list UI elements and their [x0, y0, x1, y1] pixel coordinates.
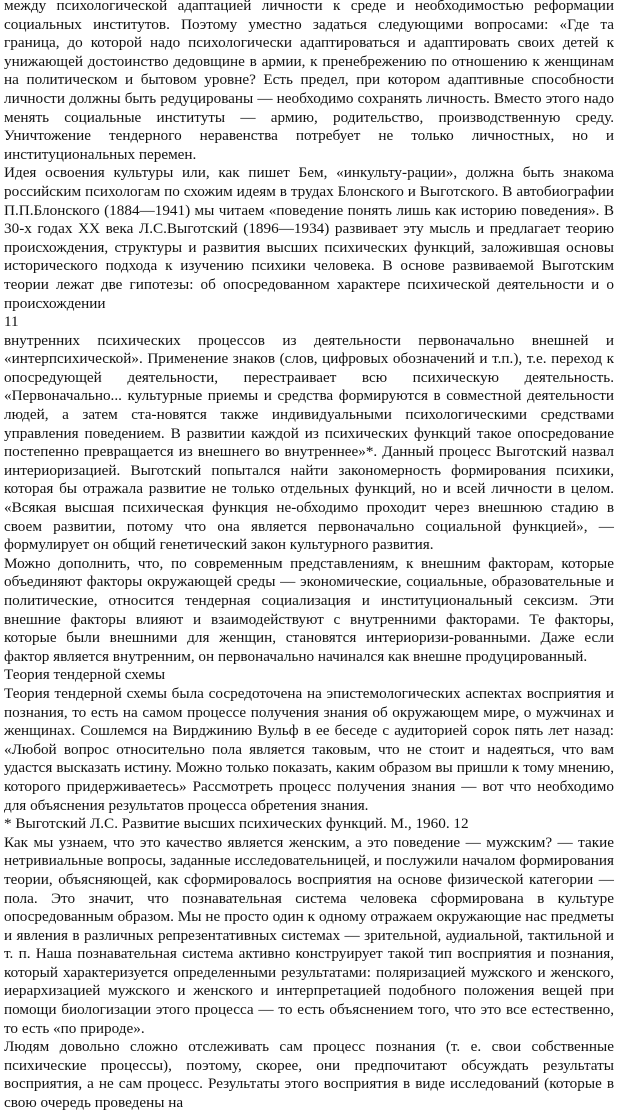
paragraph-gender-schema: Теория тендерной схемы была сосредоточена на эпистемологических аспектах восприятия и познания, то есть на самом процессе получения знания об окружающем мире, о мужчинах и женщинах. Сошлемся на Вирджинию Вульф в ее беседе с аудиторией сорок пять лет назад: «Любой вопрос относительно пола является таковым, что не стоит и надеяться, что вам удастся высказать истину. Можно только показать, каким образом вы пришли к тому мнению, которого придерживаетесь» Рассмотреть процесс получения знания — вот что необходимо для объяснения результатов процесса обретения знания.: [4, 684, 614, 814]
footnote: * Выготский Л.С. Развитие высших психических функций. М., 1960. 12: [4, 815, 469, 833]
paragraph-cognition-process: Людям довольно сложно отслеживать сам процесс познания (т. е. свои собственные психические процессы), поэтому, скорее, они предпочитают обсуждать результаты восприятия, а не сам процесс. Результаты этого восприятия в виде исследований (которые в свою очередь проведены на: [4, 1038, 614, 1112]
paragraph-inculturation: Идея освоения культуры или, как пишет Бем, «инкульту-рации», должна быть знакома российским психологам по схожим идеям в трудах Блонского и Выготского. В автобиографии П.П.Блонского (1884—1941) мы читаем «поведение понять лишь как историю поведения». В 30-х годах XX века Л.С.Выготский (1896—1934) развивает эту мысль и предлагает теорию происхождения, структуры и развития высших психических функций, заложившая основы исторического подхода к изучению психики человека. В основе развиваемой Выготским теории лежат две гипотезы: об опосредованном характере психической деятельности и о происхождении: [4, 164, 614, 312]
paragraph-internal-processes: внутренних психических процессов из деятельности первоначально внешней и «интерпсихической». Применение знаков (слов, цифровых обозначений и т.п.), т.е. переход к опосредующей деятельности, перестраивает всю психическую деятельность. «Первоначально... культурные приемы и средства формируются в совместной деятельности людей, а затем ста-новятся также индивидуальными психологическими средствами управления поведением. В развитии каждой из психических функций такое опосредование постепенно превращается из внешнего во внутреннее»*. Данный процесс Выготский назвал интериоризацией. Выготский попытался найти закономерность формирования психики, которая бы отражала развитие не только отдельных функций, но и всей личности в целом. «Всякая высшая психическая функция не-обходимо проходит через внешнюю стадию в своем развитии, потому что она является первоначально социальной функцией», — формулирует он общий генетический закон культурного развития.: [4, 331, 614, 554]
paragraph-how-we-know: Как мы узнаем, что это качество является женским, а это поведение — мужским? — такие нетривиальные вопросы, заданные исследовательницей, и послужили началом формирования теории, объясняющей, как сформировалось восприятия на основе физической категории — пола. Это значит, что познавательная система человека сформирована в культуре опосредованным образом. Мы не просто один к одному отражаем окружающие нас предметы и явления в различных репрезентативных системах — зрительной, аудиальной, тактильной и т. п. Наша познавательная система активно конструирует такой тип восприятия и познания, который характеризуется определенными результатами: поляризацией мужского и женского, иерархизацией мужского и женского и интерпретацией подобного положения вещей при помощи биологизации этого процесса — то есть объяснением того, что это все естественно, то есть «по природе».: [4, 833, 614, 1037]
section-heading: Теория тендерной схемы: [4, 666, 166, 684]
page-number: 11: [4, 313, 19, 331]
paragraph-adaptation: между психологической адаптацией личности к среде и необходимостью реформации социальных институтов. Поэтому уместно задаться следующими вопросами: «Где та граница, до которой надо психологически адаптироваться и адаптировать своих детей к унижающей достоинство дедовщине в армии, к пренебрежению по отношению к женщинам на политическом и бытовом уровне? Есть предел, при котором адаптивные способности личности должны быть редуцированы — необходимо сохранять личность. Вместо этого надо менять социальные институты — армию, родительство, производственную среду. Уничтожение тендерного неравенства потребует не только личностных, но и институциональных перемен.: [4, 0, 614, 163]
paragraph-external-factors: Можно дополнить, что, по современным представлениям, к внешним факторам, которые объединяют факторы окружающей среды — экономические, социальные, образовательные и политические, относится тендерная социализация и институциональный сексизм. Эти внешние факторы влияют и взаимодействуют с внутренними факторами. Те факторы, которые были внешними для женщин, становятся интериоризи-рованными. Даже если фактор является внутренним, он первоначально начинался как внешне продуцированный.: [4, 554, 614, 665]
